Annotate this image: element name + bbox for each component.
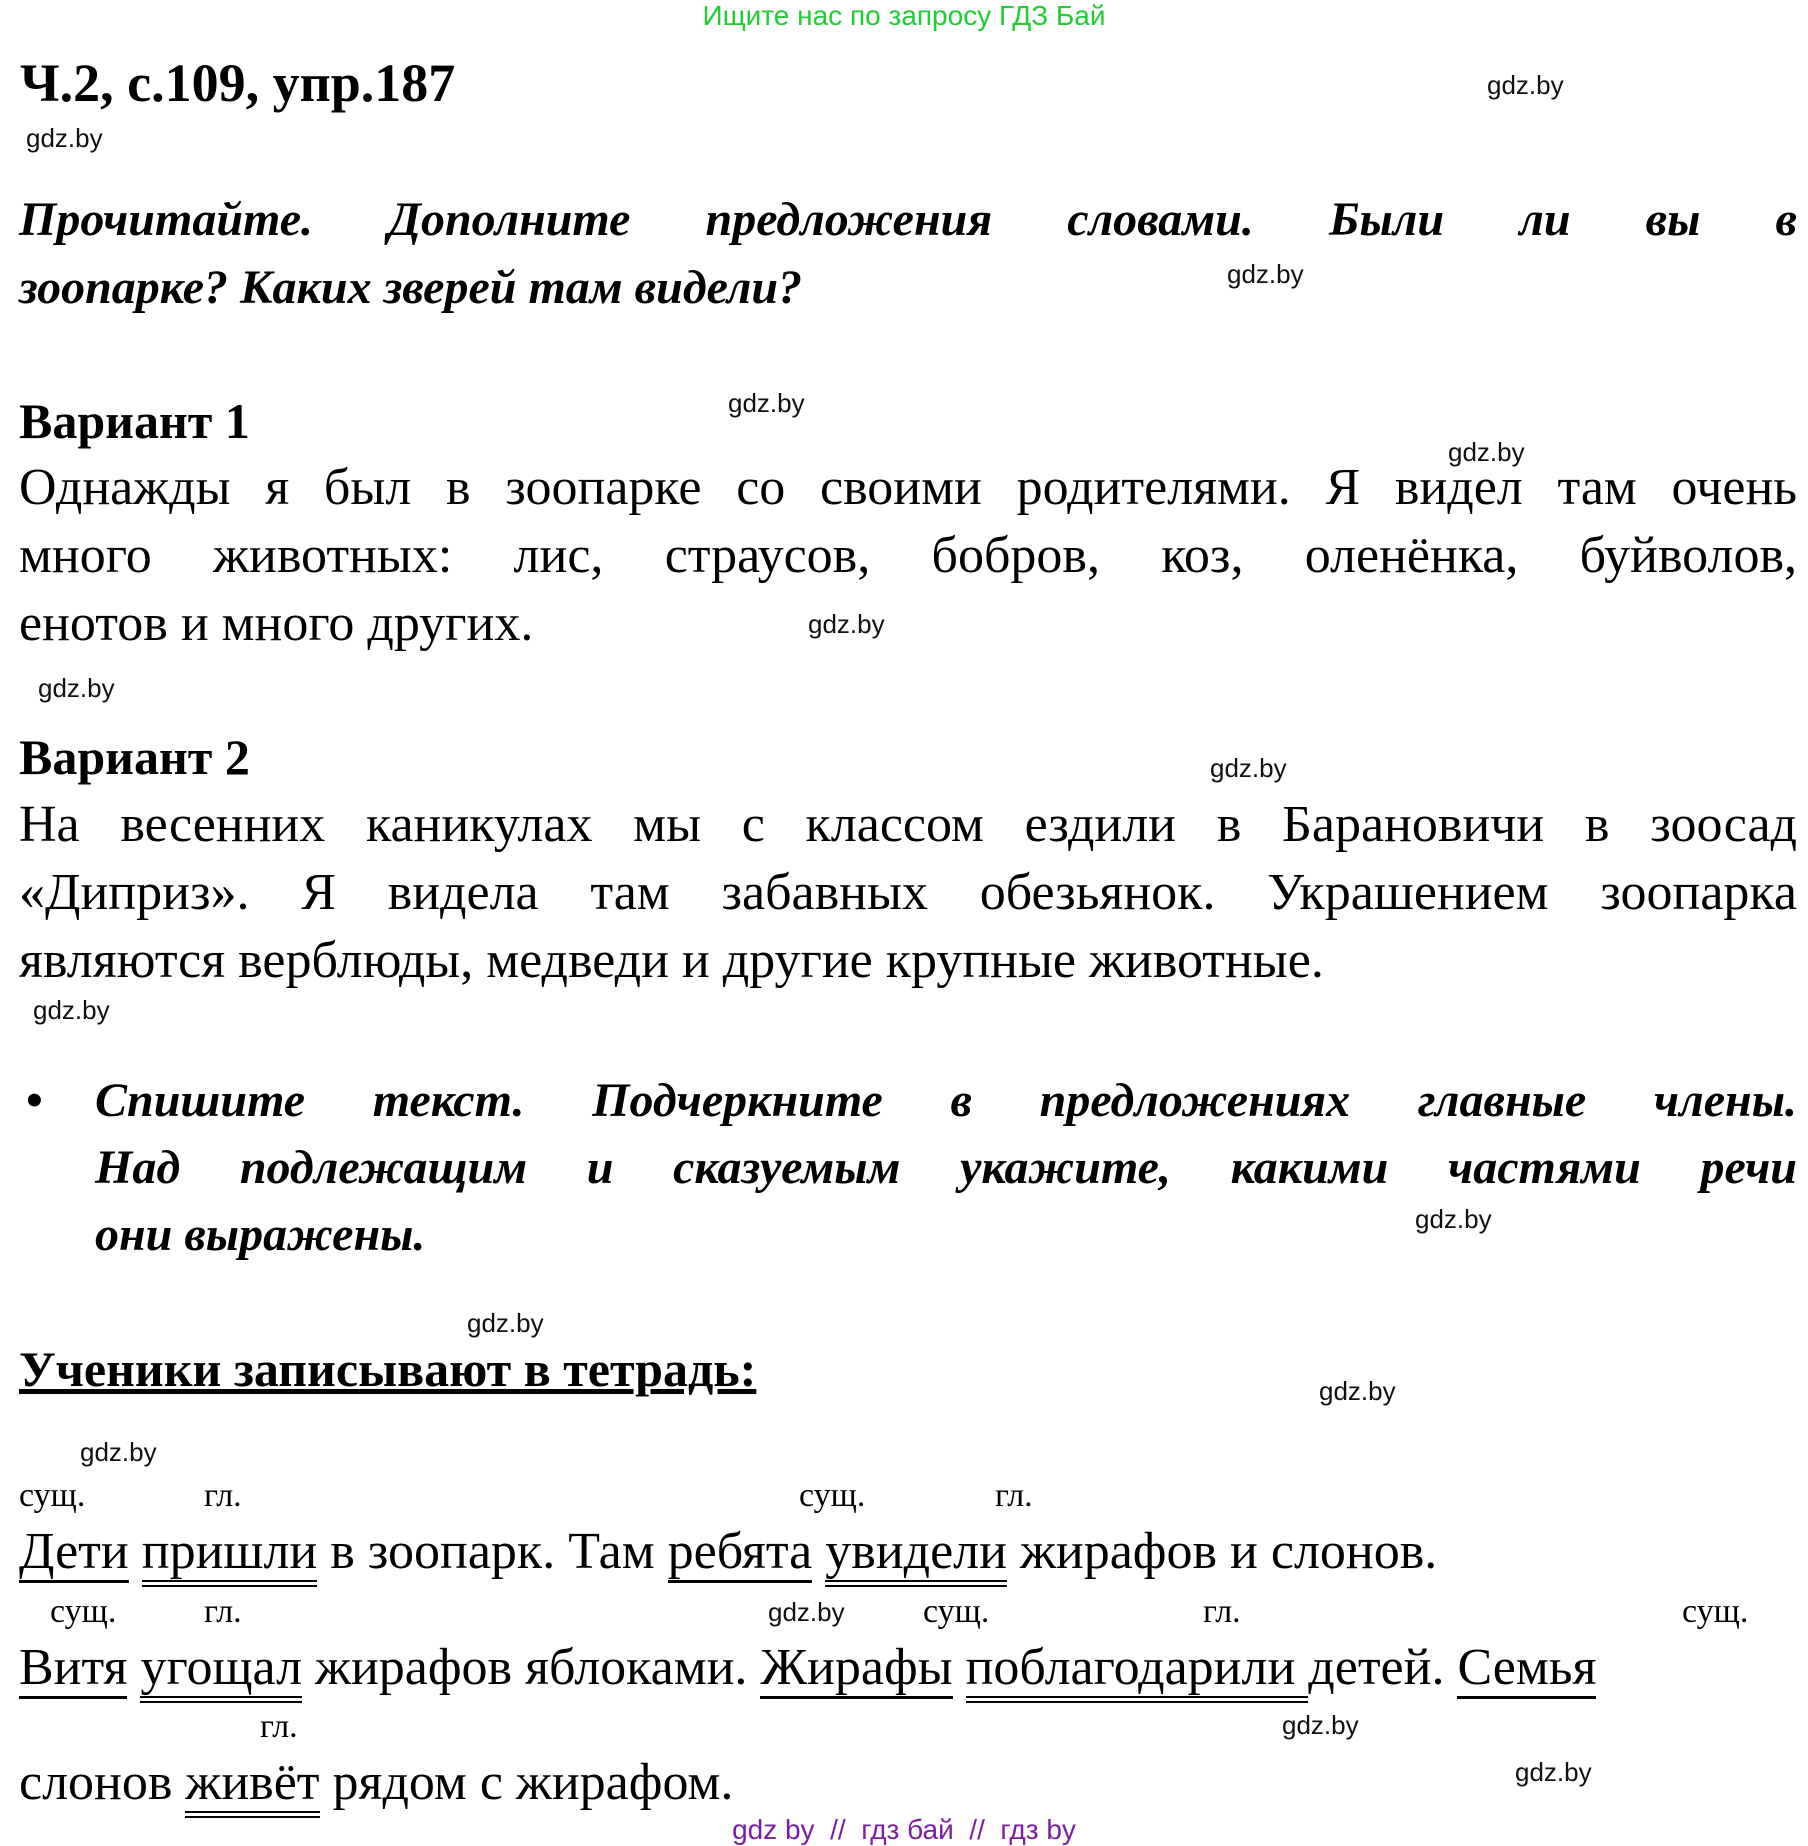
task-line: они выражены. — [95, 1208, 426, 1261]
bullet-icon: • — [26, 1074, 43, 1127]
watermark: gdz.by — [26, 123, 103, 153]
pos-label-verb: гл. — [995, 1477, 1033, 1514]
pos-label-noun: сущ. — [923, 1593, 990, 1630]
predicate: увидели — [825, 1523, 1007, 1587]
sentence-line — [19, 1753, 1797, 1813]
watermark: gdz.by — [1448, 437, 1525, 467]
predicate: угощал — [140, 1639, 302, 1703]
pos-label-noun: сущ. — [19, 1477, 86, 1514]
watermark: gdz.by — [467, 1308, 544, 1338]
task-line: Спишите текст. Подчеркните в предложениях главные члены. — [95, 1074, 1797, 1127]
subject: Жирафы — [760, 1639, 952, 1699]
pos-label-verb: гл. — [204, 1593, 242, 1630]
watermark: gdz.by — [80, 1437, 157, 1467]
variant2-line: На весенних каникулах мы с классом ездили в Барановичи в зоосад — [19, 796, 1797, 853]
watermark: gdz.by — [1319, 1376, 1396, 1406]
footer-links: gdz by // гдз бай // гдз by — [732, 1814, 1076, 1845]
sentence-line — [19, 1638, 1797, 1698]
watermark: gdz.by — [1282, 1710, 1359, 1740]
text: детей. — [1308, 1639, 1458, 1696]
text — [129, 1523, 142, 1580]
pos-label-noun: сущ. — [50, 1593, 117, 1630]
watermark: gdz.by — [1487, 70, 1564, 100]
variant2-line: являются верблюды, медведи и другие крупные животные. — [19, 932, 1324, 989]
text: жирафов и слонов. — [1006, 1523, 1438, 1580]
pos-label-noun: сущ. — [1682, 1593, 1749, 1630]
watermark: gdz.by — [768, 1597, 845, 1627]
text — [127, 1639, 140, 1696]
watermark: gdz.by — [728, 388, 805, 418]
subject: ребята — [668, 1523, 813, 1583]
text: рядом с жирафом. — [319, 1754, 734, 1811]
variant1-line: Однажды я был в зоопарке со своими родителями. Я видел там очень — [19, 459, 1797, 516]
variant2-line: «Диприз». Я видела там забавных обезьянок. Украшением зоопарка — [19, 864, 1797, 921]
task-line: Над подлежащим и сказуемым укажите, какими частями речи — [95, 1141, 1797, 1194]
notebook-heading: Ученики записывают в тетрадь: — [19, 1341, 757, 1397]
watermark: gdz.by — [1515, 1757, 1592, 1787]
subject: Семья — [1457, 1639, 1596, 1699]
watermark: gdz.by — [38, 673, 115, 703]
watermark: gdz.by — [1210, 753, 1287, 783]
watermark: gdz.by — [1227, 259, 1304, 289]
pos-label-verb: гл. — [204, 1477, 242, 1514]
watermark: gdz.by — [33, 995, 110, 1025]
variant1-line: много животных: лис, страусов, бобров, коз, оленёнка, буйволов, — [19, 527, 1797, 584]
predicate: живёт — [185, 1754, 319, 1818]
pos-label-noun: сущ. — [799, 1477, 866, 1514]
watermark: gdz.by — [1415, 1204, 1492, 1234]
text: слонов — [19, 1754, 186, 1811]
page-title: Ч.2, с.109, упр.187 — [20, 53, 456, 113]
text — [812, 1523, 825, 1580]
predicate: поблагодарили — [966, 1639, 1309, 1703]
text — [953, 1639, 966, 1696]
instruction-line: зоопарке? Каких зверей там видели? — [19, 261, 803, 314]
variant1-heading: Вариант 1 — [19, 393, 250, 449]
subject: Витя — [19, 1639, 127, 1699]
search-hint: Ищите нас по запросу ГДЗ Бай — [702, 0, 1106, 31]
sentence-line — [19, 1522, 1797, 1582]
text: жирафов яблоками. — [302, 1639, 761, 1696]
pos-label-verb: гл. — [1203, 1593, 1241, 1630]
text: в зоопарк. Там — [317, 1523, 668, 1580]
watermark: gdz.by — [808, 609, 885, 639]
pos-label-verb: гл. — [260, 1708, 298, 1745]
variant1-line: енотов и много других. — [19, 595, 534, 652]
predicate: пришли — [142, 1523, 317, 1587]
subject: Дети — [19, 1523, 129, 1583]
instruction-line: Прочитайте. Дополните предложения словами. Были ли вы в — [19, 193, 1797, 246]
variant2-heading: Вариант 2 — [19, 729, 250, 785]
